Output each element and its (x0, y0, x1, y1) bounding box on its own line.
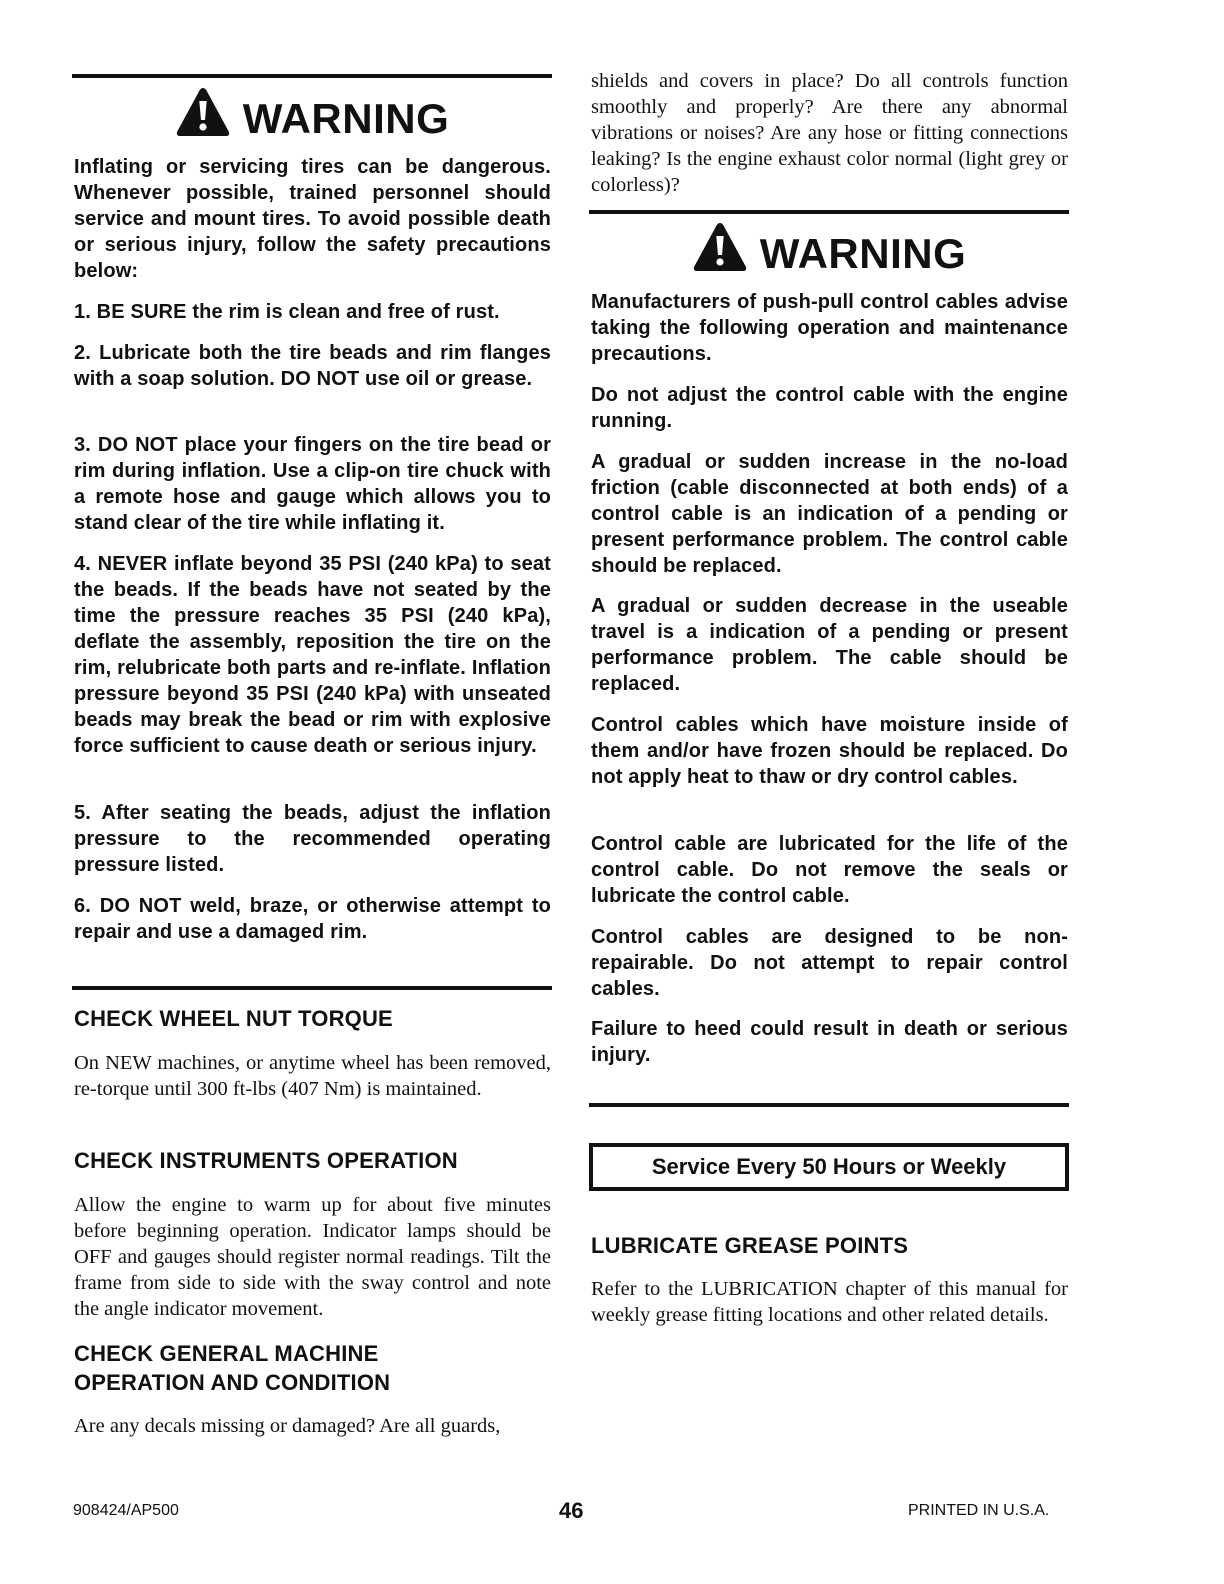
warning-title (72, 86, 552, 143)
warning-item-3: 3. DO NOT place your fingers on the tire bead or rim during inflation. Use a clip-on tire chuck with a remote hose and gauge which allows you to stand clear of the tire while inflating it. (74, 434, 551, 534)
warning-paragraph-7: Control cables are designed to be non-repairable. Do not attempt to repair control cables. (591, 926, 1068, 1000)
warning-paragraph-2: Do not adjust the control cable with the engine running. (591, 384, 1068, 432)
service-interval-box: Service Every 50 Hours or Weekly (589, 1143, 1069, 1191)
warning-top-rule (72, 74, 552, 78)
warning-top-rule (589, 210, 1069, 214)
footer-page-number: 46 (559, 1498, 584, 1523)
warning-triangle-icon (692, 221, 748, 273)
warning-item-2: 2. Lubricate both the tire beads and rim flanges with a soap solution. DO NOT use oil or grease. (74, 342, 551, 390)
warning-paragraph-6: Control cable are lubricated for the life of the control cable. Do not remove the seals or lubricate the control cable. (591, 833, 1068, 907)
section-heading-lubricate: LUBRICATE GREASE POINTS (591, 1233, 909, 1258)
section-body-wheel-nut-torque: On NEW machines, or anytime wheel has been removed, re-torque until 300 ft-lbs (407 Nm) is maintained. (74, 1052, 551, 1100)
warning-paragraph-8: Failure to heed could result in death or serious injury. (591, 1018, 1068, 1066)
continued-text: shields and covers in place? Do all controls function smoothly and properly? Are there any abnormal vibrations or noises? Are any hose or fitting connections leaking? Is the engine exhaust color normal (light grey or colorless)? (591, 70, 1068, 196)
section-heading-instruments: CHECK INSTRUMENTS OPERATION (74, 1148, 458, 1173)
section-heading-general-machine (74, 1339, 551, 1397)
warning-title-text: WARNING (759, 230, 967, 277)
warning-paragraph-5: Control cables which have moisture inside of them and/or have frozen should be replaced. Do not apply heat to thaw or dry control cables. (591, 714, 1068, 788)
footer-doc-number: 908424/AP500 (73, 1502, 179, 1519)
heading-line-1: CHECK GENERAL MACHINE (74, 1341, 379, 1366)
warning-item-1: 1. BE SURE the rim is clean and free of rust. (74, 301, 500, 323)
heading-line-2: OPERATION AND CONDITION (74, 1370, 391, 1395)
warning-item-4: 4. NEVER inflate beyond 35 PSI (240 kPa) to seat the beads. If the beads have not seated by the time the pressure reaches 35 PSI (240 kPa), deflate the assembly, reposition the tire on the rim, relubricate both parts and re-inflate. Inflation pressure beyond 35 PSI (240 kPa) with unseated beads may break the bead or rim with explosive force sufficient to cause death or serious injury. (74, 553, 551, 757)
warning-paragraph-4: A gradual or sudden decrease in the useable travel is a indication of a pending or present performance problem. The cable should be replaced. (591, 595, 1068, 695)
warning-bottom-rule (589, 1103, 1069, 1107)
section-body-instruments: Allow the engine to warm up for about five minutes before beginning operation. Indicator lamps should be OFF and gauges should register normal readings. Tilt the frame from side to side with the sway control and note the angle indicator movement. (74, 1194, 551, 1320)
warning-intro: Inflating or servicing tires can be dangerous. Whenever possible, trained personnel should service and mount tires. To avoid possible death or serious injury, follow the safety precautions below: (74, 156, 551, 282)
section-body-general-machine: Are any decals missing or damaged? Are all guards, (74, 1415, 501, 1437)
section-body-lubricate: Refer to the LUBRICATION chapter of this manual for weekly grease fitting locations and other related details. (591, 1278, 1068, 1326)
warning-bottom-rule (72, 986, 552, 990)
section-heading-wheel-nut-torque: CHECK WHEEL NUT TORQUE (74, 1006, 393, 1031)
warning-title (589, 221, 1069, 278)
warning-paragraph-3: A gradual or sudden increase in the no-load friction (cable disconnected at both ends) of a control cable is an indication of a pending or present performance problem. The control cable should be replaced. (591, 451, 1068, 577)
warning-item-5: 5. After seating the beads, adjust the inflation pressure to the recommended operating pressure listed. (74, 802, 551, 876)
warning-title-text: WARNING (242, 95, 450, 142)
footer-printed: PRINTED IN U.S.A. (908, 1502, 1050, 1519)
warning-triangle-icon (175, 86, 231, 138)
warning-paragraph-1: Manufacturers of push-pull control cables advise taking the following operation and maintenance precautions. (591, 291, 1068, 365)
warning-item-6: 6. DO NOT weld, braze, or otherwise attempt to repair and use a damaged rim. (74, 895, 551, 943)
